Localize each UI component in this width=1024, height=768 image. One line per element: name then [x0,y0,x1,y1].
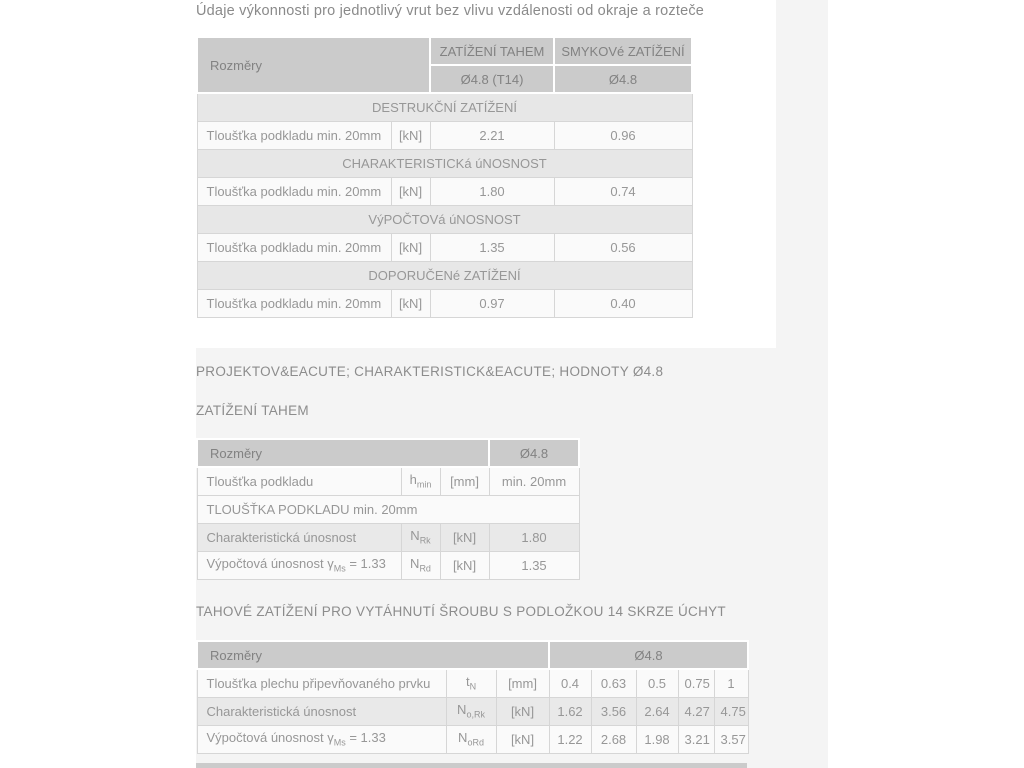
content-column [196,0,828,768]
characteristic-value: 3.56 [591,697,636,725]
row-label: Tloušťka plechu připevňovaného prvku [197,669,446,697]
table-row [197,725,748,753]
row-label: Tloušťka podkladu min. 20mm [197,233,391,261]
pullthrough-table [196,640,749,754]
tension-values-table [196,438,580,580]
row-label: Charakteristická únosnost [197,697,446,725]
row-unit: [kN] [391,233,430,261]
page-title: Údaje výkonnosti pro jednotlivý vrut bez vlivu vzdálenosti od okraje a rozteče [196,3,705,19]
row-value: 1.80 [489,523,579,551]
characteristic-value: 4.27 [678,697,714,725]
table-row [197,177,692,205]
row-unit: [kN] [496,697,549,725]
design-value: 3.21 [678,725,714,753]
table-header-row [197,641,748,669]
row-label: Tloušťka podkladu min. 20mm [197,289,391,317]
row-unit: [mm] [440,467,489,495]
row-symbol: $t_N$ [446,669,496,697]
table-row [197,289,692,317]
header-diameter: Ø4.8 [549,641,748,669]
header-shear-load: SMYKOVé ZATÍŽENÍ [554,37,692,65]
row-unit: [kN] [391,289,430,317]
shear-value: 0.74 [554,177,692,205]
row-symbol: $N_{o,Rk}$ [446,697,496,725]
header-dimensions: Rozměry [197,641,549,669]
section-title-destructive: DESTRUKČNÍ ZATÍŽENÍ [197,93,692,121]
characteristic-value: 1.62 [549,697,591,725]
section-title-recommended: DOPORUČENé ZATÍŽENÍ [197,261,692,289]
header-dimensions: Rozměry [197,37,430,93]
table-header-row [197,37,692,65]
row-unit: [mm] [496,669,549,697]
sheet-thickness-value: 0.4 [549,669,591,697]
section-title-substrate-thickness: TLOUŠŤKA PODKLADU min. 20mm [197,495,579,523]
characteristic-value: 2.64 [636,697,678,725]
table-row [197,121,692,149]
header-shear-diameter: Ø4.8 [554,65,692,93]
row-label: Výpočtová únosnost $\gamma_{Ms} = 1.33$ [197,725,446,753]
row-symbol: $N_{oRd}$ [446,725,496,753]
table-row [197,467,579,495]
sheet-thickness-value: 0.5 [636,669,678,697]
next-table-header-cutoff [196,763,747,768]
design-value: 1.98 [636,725,678,753]
section-row [197,93,692,121]
row-label: Výpočtová únosnost $\gamma_{Ms} = 1.33$ [197,551,401,579]
design-value: 3.57 [714,725,748,753]
header-tension-diameter: Ø4.8 (T14) [430,65,554,93]
row-label: Tloušťka podkladu min. 20mm [197,121,391,149]
section-title-characteristic: CHARAKTERISTICKá úNOSNOST [197,149,692,177]
row-label: Charakteristická únosnost [197,523,401,551]
row-unit: [kN] [440,551,489,579]
table-row [197,523,579,551]
heading-tension-load: ZATÍŽENÍ TAHEM [196,403,309,418]
tension-value: 0.97 [430,289,554,317]
heading-pullthrough-load: TAHOVÉ ZATÍŽENÍ PRO VYTÁHNUTÍ ŠROUBU S PODLOŽKOU 14 SKRZE ÚCHYT [196,604,726,619]
design-value: 1.22 [549,725,591,753]
row-unit: [kN] [496,725,549,753]
design-value: 2.68 [591,725,636,753]
row-value: 1.35 [489,551,579,579]
section-row [197,495,579,523]
section-row [197,205,692,233]
sheet-thickness-value: 1 [714,669,748,697]
row-unit: [kN] [440,523,489,551]
row-symbol: $N_{Rk}$ [401,523,440,551]
tension-value: 1.80 [430,177,554,205]
row-symbol: $N_{Rd}$ [401,551,440,579]
section-title-design: VýPOČTOVá úNOSNOST [197,205,692,233]
section-row [197,261,692,289]
tension-value: 1.35 [430,233,554,261]
row-unit: [kN] [391,121,430,149]
row-symbol: $h_{min}$ [401,467,440,495]
performance-table [196,36,693,318]
row-label: Tloušťka podkladu [197,467,401,495]
tension-value: 2.21 [430,121,554,149]
shear-value: 0.40 [554,289,692,317]
row-unit: [kN] [391,177,430,205]
row-value: min. 20mm [489,467,579,495]
characteristic-value: 4.75 [714,697,748,725]
section-row [197,149,692,177]
row-label: Tloušťka podkladu min. 20mm [197,177,391,205]
heading-projected-values: PROJEKTOV&EACUTE; CHARAKTERISTICK&EACUTE; HODNOTY Ø4.8 [196,364,664,379]
header-diameter: Ø4.8 [489,439,579,467]
table-header-row [197,439,579,467]
table-row [197,697,748,725]
table-row [197,233,692,261]
header-tension-load: ZATÍŽENÍ TAHEM [430,37,554,65]
sheet-thickness-value: 0.75 [678,669,714,697]
shear-value: 0.96 [554,121,692,149]
sheet-thickness-value: 0.63 [591,669,636,697]
header-dimensions: Rozměry [197,439,489,467]
shear-value: 0.56 [554,233,692,261]
table-row [197,551,579,579]
table-row [197,669,748,697]
